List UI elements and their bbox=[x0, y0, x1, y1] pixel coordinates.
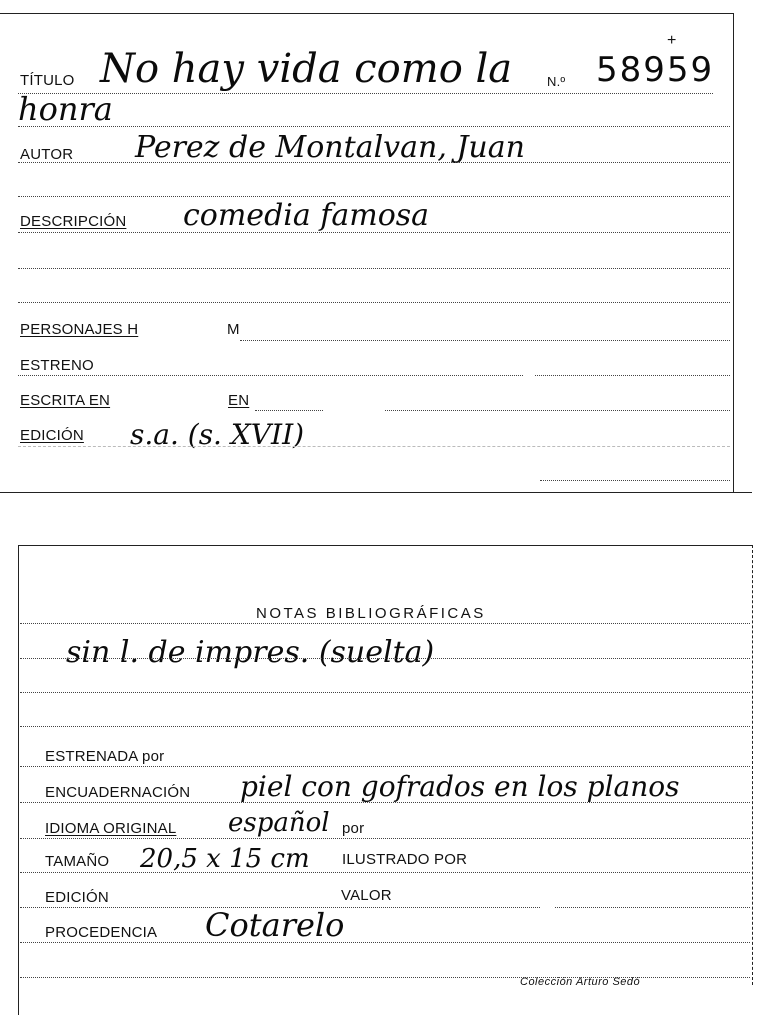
numero-label: N.º bbox=[547, 74, 566, 89]
card-top-border bbox=[0, 13, 733, 14]
descripcion-line-3 bbox=[18, 302, 730, 303]
bottom-catalog-card bbox=[0, 540, 759, 1028]
autor-line-2 bbox=[18, 196, 730, 197]
estrenada-label: ESTRENADA por bbox=[45, 748, 165, 765]
notas-line-4 bbox=[20, 726, 750, 727]
card-right-border bbox=[733, 13, 734, 493]
edicion2-label: EDICIÓN bbox=[45, 889, 109, 906]
escrita-label: ESCRITA EN bbox=[20, 392, 111, 409]
edicion-line-2 bbox=[540, 480, 730, 481]
top-catalog-card bbox=[0, 0, 759, 500]
idioma-por-label: por bbox=[342, 820, 365, 837]
notas-line bbox=[20, 623, 750, 624]
ilustrado-label: ILUSTRADO POR bbox=[342, 851, 468, 868]
numero-value: 58959 bbox=[596, 50, 715, 90]
tamano-label: TAMAÑO bbox=[45, 853, 110, 870]
descripcion-label: DESCRIPCIÓN bbox=[20, 213, 127, 230]
tamano-value: 20,5 x 15 cm bbox=[140, 844, 310, 874]
coleccion-credit: Colección Arturo Sedó bbox=[520, 976, 641, 988]
edicion-line bbox=[18, 446, 730, 447]
autor-line bbox=[18, 162, 730, 163]
titulo-line bbox=[18, 93, 713, 94]
descripcion-line bbox=[18, 232, 730, 233]
plus-mark: + bbox=[667, 32, 677, 49]
card-bottom-border bbox=[0, 492, 752, 493]
edicion-value: s.a. (s. XVII) bbox=[130, 418, 305, 451]
procedencia-value: Cotarelo bbox=[205, 906, 345, 944]
card2-top-border bbox=[18, 545, 753, 546]
titulo-label: TÍTULO bbox=[20, 72, 75, 89]
tamano-line bbox=[20, 872, 750, 873]
titulo-value-cont: honra bbox=[18, 90, 113, 128]
edicion2-line-2 bbox=[555, 907, 750, 908]
descripcion-value: comedia famosa bbox=[183, 198, 430, 233]
estreno-label: ESTRENO bbox=[20, 357, 94, 374]
notas-value: sin l. de impres. (suelta) bbox=[66, 635, 435, 670]
encuadernacion-value: piel con gofrados en los planos bbox=[240, 770, 680, 803]
personajes-m-label: M bbox=[227, 321, 240, 338]
notas-line-2 bbox=[20, 658, 750, 659]
descripcion-line-2 bbox=[18, 268, 730, 269]
idioma-line bbox=[20, 838, 750, 839]
personajes-label: PERSONAJES H bbox=[20, 321, 139, 338]
notas-title: NOTAS BIBLIOGRÁFICAS bbox=[256, 605, 486, 622]
procedencia-line bbox=[20, 942, 750, 943]
estreno-line-2 bbox=[535, 375, 730, 376]
estreno-line bbox=[18, 375, 523, 376]
idioma-label: IDIOMA ORIGINAL bbox=[45, 820, 177, 837]
notas-line-3 bbox=[20, 692, 750, 693]
encuadernacion-line bbox=[20, 802, 750, 803]
edicion-label: EDICIÓN bbox=[20, 427, 84, 444]
card2-left-border bbox=[18, 545, 19, 1015]
titulo-line-2 bbox=[18, 126, 730, 127]
procedencia-line-2 bbox=[20, 977, 750, 978]
card2-right-border bbox=[752, 545, 753, 985]
escrita-en-label: EN bbox=[228, 392, 250, 409]
escrita-line-2 bbox=[385, 410, 730, 411]
estrenada-line bbox=[20, 766, 750, 767]
titulo-value: No hay vida como la bbox=[100, 46, 513, 92]
personajes-line bbox=[240, 340, 730, 341]
autor-value: Perez de Montalvan, Juan bbox=[135, 130, 525, 165]
valor-label: VALOR bbox=[341, 887, 392, 904]
encuadernacion-label: ENCUADERNACIÓN bbox=[45, 784, 191, 801]
idioma-value: español bbox=[228, 808, 330, 838]
escrita-line bbox=[255, 410, 323, 411]
autor-label: AUTOR bbox=[20, 146, 74, 163]
procedencia-label: PROCEDENCIA bbox=[45, 924, 158, 941]
